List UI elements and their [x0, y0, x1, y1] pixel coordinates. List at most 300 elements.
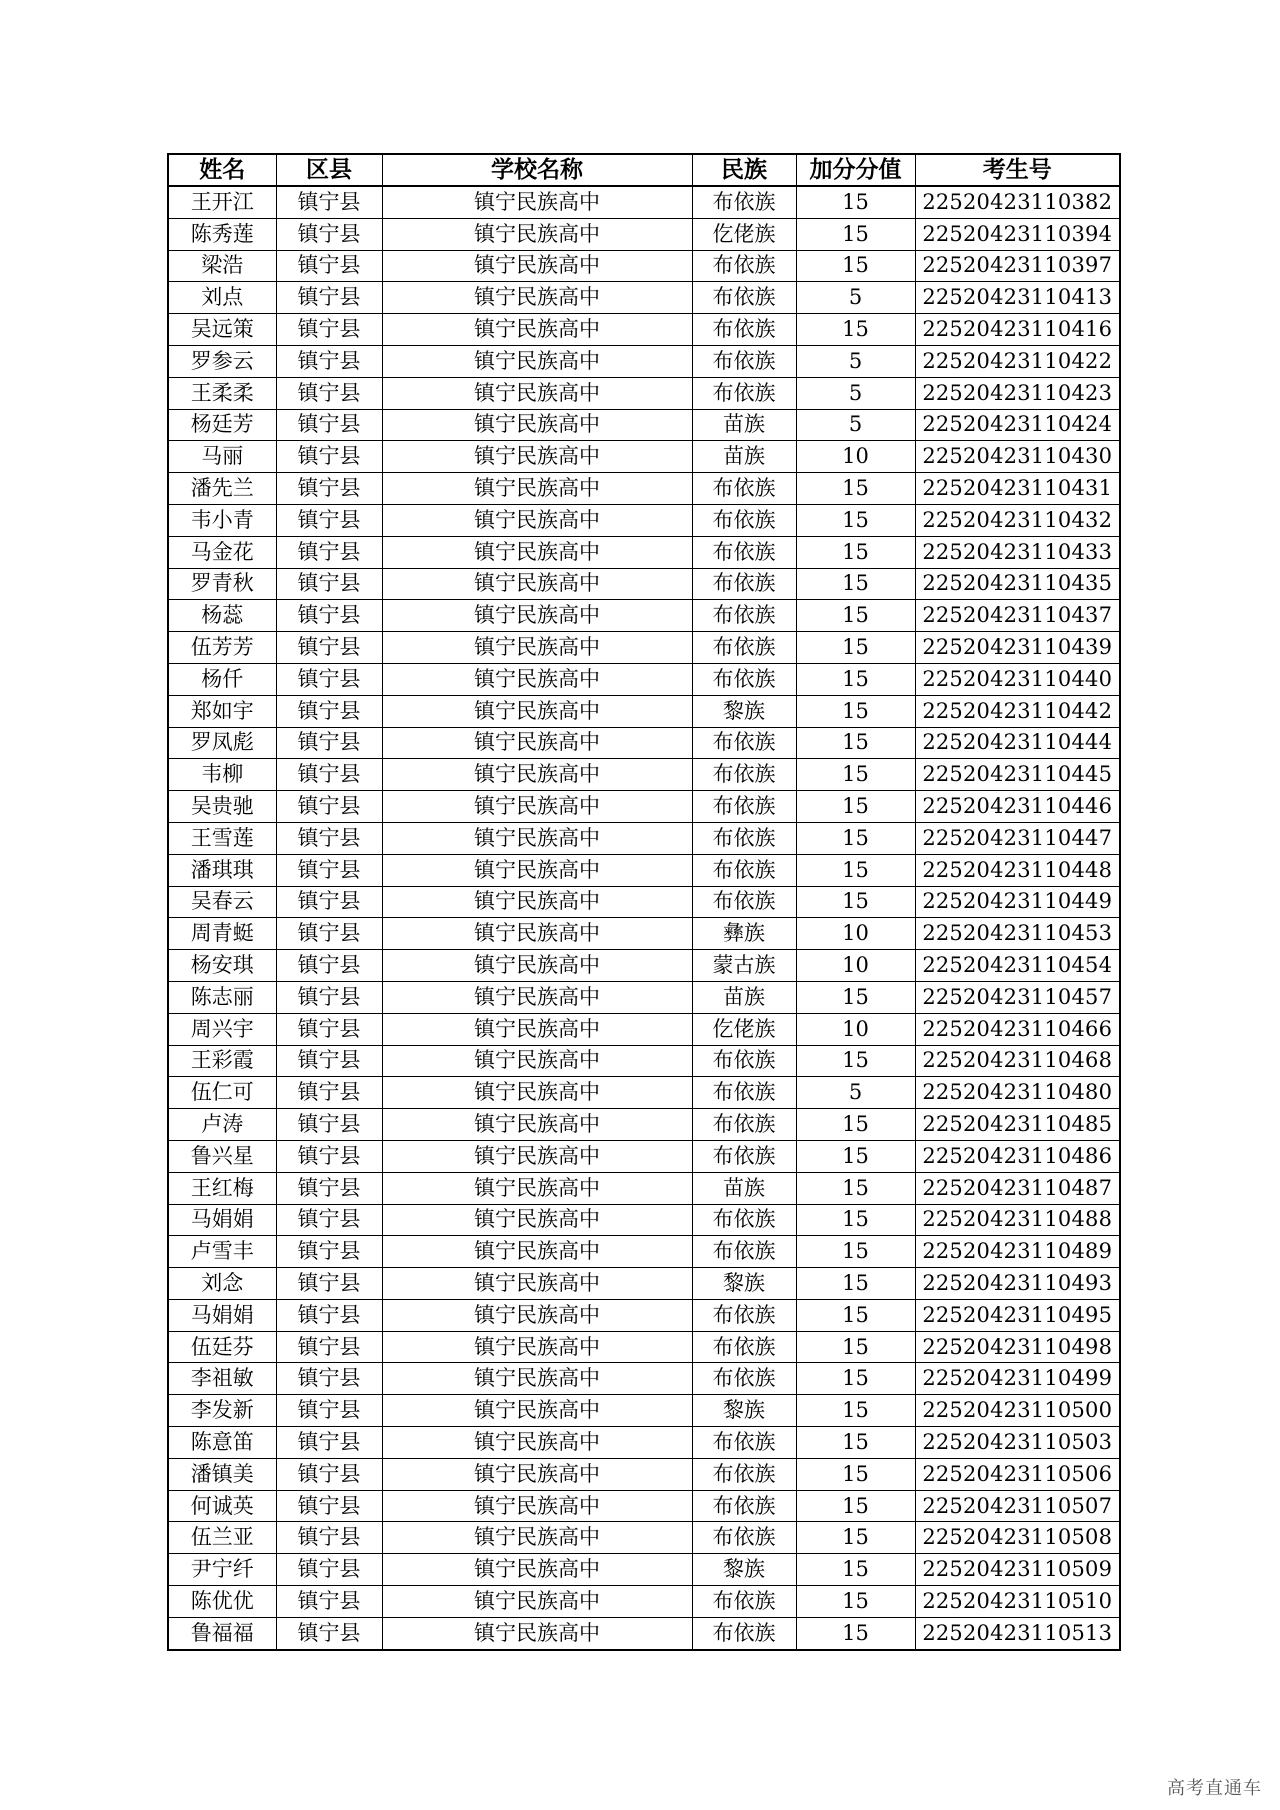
ethnicity-cell: 布依族 [692, 600, 796, 632]
ethnicity-cell: 布依族 [692, 1236, 796, 1268]
school-cell: 镇宁民族高中 [382, 504, 692, 536]
school-cell: 镇宁民族高中 [382, 1236, 692, 1268]
name-cell: 刘念 [168, 1268, 276, 1300]
id-cell: 22520423110506 [915, 1458, 1120, 1490]
name-cell: 马金花 [168, 536, 276, 568]
table-row [168, 695, 1120, 727]
score-cell: 15 [796, 568, 915, 600]
school-cell: 镇宁民族高中 [382, 441, 692, 473]
score-cell: 5 [796, 345, 915, 377]
name-cell: 罗凤彪 [168, 727, 276, 759]
id-cell: 22520423110454 [915, 950, 1120, 982]
county-cell: 镇宁县 [276, 854, 382, 886]
county-cell: 镇宁县 [276, 250, 382, 282]
id-cell: 22520423110500 [915, 1395, 1120, 1427]
id-cell: 22520423110495 [915, 1299, 1120, 1331]
county-cell: 镇宁县 [276, 218, 382, 250]
ethnicity-cell: 布依族 [692, 473, 796, 505]
name-cell: 梁浩 [168, 250, 276, 282]
id-cell: 22520423110508 [915, 1522, 1120, 1554]
score-cell: 10 [796, 918, 915, 950]
table-row [168, 1458, 1120, 1490]
name-cell: 韦小青 [168, 504, 276, 536]
table-row [168, 918, 1120, 950]
id-cell: 22520423110498 [915, 1331, 1120, 1363]
score-cell: 15 [796, 822, 915, 854]
score-cell: 15 [796, 1554, 915, 1586]
county-cell: 镇宁县 [276, 1268, 382, 1300]
ethnicity-cell: 布依族 [692, 282, 796, 314]
id-cell: 22520423110431 [915, 473, 1120, 505]
name-cell: 王开江 [168, 186, 276, 218]
ethnicity-cell: 布依族 [692, 759, 796, 791]
id-cell: 22520423110432 [915, 504, 1120, 536]
county-cell: 镇宁县 [276, 1458, 382, 1490]
school-cell: 镇宁民族高中 [382, 759, 692, 791]
id-cell: 22520423110489 [915, 1236, 1120, 1268]
school-cell: 镇宁民族高中 [382, 950, 692, 982]
table-row [168, 1077, 1120, 1109]
school-cell: 镇宁民族高中 [382, 314, 692, 346]
school-cell: 镇宁民族高中 [382, 600, 692, 632]
county-cell: 镇宁县 [276, 695, 382, 727]
ethnicity-cell: 布依族 [692, 1299, 796, 1331]
table-row [168, 727, 1120, 759]
name-cell: 杨廷芳 [168, 409, 276, 441]
name-cell: 王柔柔 [168, 377, 276, 409]
school-cell: 镇宁民族高中 [382, 918, 692, 950]
score-cell: 15 [796, 886, 915, 918]
name-cell: 吴春云 [168, 886, 276, 918]
score-cell: 15 [796, 250, 915, 282]
ethnicity-cell: 布依族 [692, 791, 796, 823]
score-cell: 15 [796, 1490, 915, 1522]
id-cell: 22520423110430 [915, 441, 1120, 473]
id-cell: 22520423110493 [915, 1268, 1120, 1300]
ethnicity-cell: 布依族 [692, 1522, 796, 1554]
county-cell: 镇宁县 [276, 791, 382, 823]
score-cell: 15 [796, 1299, 915, 1331]
id-cell: 22520423110510 [915, 1586, 1120, 1618]
school-cell: 镇宁民族高中 [382, 1490, 692, 1522]
table-row [168, 600, 1120, 632]
ethnicity-cell: 布依族 [692, 663, 796, 695]
score-cell: 15 [796, 1363, 915, 1395]
table-row [168, 1045, 1120, 1077]
county-cell: 镇宁县 [276, 600, 382, 632]
county-cell: 镇宁县 [276, 282, 382, 314]
ethnicity-cell: 仡佬族 [692, 1013, 796, 1045]
school-cell: 镇宁民族高中 [382, 250, 692, 282]
name-cell: 韦柳 [168, 759, 276, 791]
school-cell: 镇宁民族高中 [382, 822, 692, 854]
score-cell: 15 [796, 1236, 915, 1268]
school-cell: 镇宁民族高中 [382, 186, 692, 218]
score-cell: 15 [796, 218, 915, 250]
name-cell: 马娟娟 [168, 1204, 276, 1236]
school-cell: 镇宁民族高中 [382, 536, 692, 568]
school-cell: 镇宁民族高中 [382, 886, 692, 918]
table-row [168, 1299, 1120, 1331]
id-cell: 22520423110487 [915, 1172, 1120, 1204]
id-cell: 22520423110448 [915, 854, 1120, 886]
table-row [168, 1490, 1120, 1522]
name-cell: 王雪莲 [168, 822, 276, 854]
county-cell: 镇宁县 [276, 1427, 382, 1459]
id-cell: 22520423110397 [915, 250, 1120, 282]
ethnicity-cell: 黎族 [692, 1268, 796, 1300]
county-cell: 镇宁县 [276, 1363, 382, 1395]
name-cell: 马丽 [168, 441, 276, 473]
county-cell: 镇宁县 [276, 568, 382, 600]
county-cell: 镇宁县 [276, 1077, 382, 1109]
ethnicity-cell: 布依族 [692, 345, 796, 377]
score-cell: 15 [796, 504, 915, 536]
school-cell: 镇宁民族高中 [382, 1172, 692, 1204]
score-cell: 15 [796, 695, 915, 727]
score-cell: 5 [796, 1077, 915, 1109]
header-county: 区县 [276, 154, 382, 186]
county-cell: 镇宁县 [276, 1236, 382, 1268]
id-cell: 22520423110439 [915, 632, 1120, 664]
score-cell: 15 [796, 791, 915, 823]
bonus-points-table [167, 153, 1121, 1651]
school-cell: 镇宁民族高中 [382, 377, 692, 409]
table-row [168, 1554, 1120, 1586]
score-cell: 15 [796, 1458, 915, 1490]
table-row [168, 1427, 1120, 1459]
score-cell: 15 [796, 1395, 915, 1427]
id-cell: 22520423110486 [915, 1140, 1120, 1172]
id-cell: 22520423110507 [915, 1490, 1120, 1522]
school-cell: 镇宁民族高中 [382, 473, 692, 505]
name-cell: 伍廷芬 [168, 1331, 276, 1363]
table-row [168, 473, 1120, 505]
county-cell: 镇宁县 [276, 1490, 382, 1522]
ethnicity-cell: 布依族 [692, 1427, 796, 1459]
name-cell: 鲁福福 [168, 1617, 276, 1649]
school-cell: 镇宁民族高中 [382, 1140, 692, 1172]
table-row [168, 1013, 1120, 1045]
ethnicity-cell: 布依族 [692, 250, 796, 282]
id-cell: 22520423110480 [915, 1077, 1120, 1109]
table-row [168, 1204, 1120, 1236]
header-row [168, 154, 1120, 186]
score-cell: 15 [796, 1617, 915, 1649]
score-cell: 15 [796, 536, 915, 568]
county-cell: 镇宁县 [276, 1140, 382, 1172]
header-ethnicity: 民族 [692, 154, 796, 186]
ethnicity-cell: 布依族 [692, 186, 796, 218]
county-cell: 镇宁县 [276, 441, 382, 473]
table-row [168, 981, 1120, 1013]
id-cell: 22520423110442 [915, 695, 1120, 727]
table-row [168, 632, 1120, 664]
school-cell: 镇宁民族高中 [382, 632, 692, 664]
name-cell: 杨仟 [168, 663, 276, 695]
ethnicity-cell: 黎族 [692, 695, 796, 727]
id-cell: 22520423110444 [915, 727, 1120, 759]
name-cell: 王红梅 [168, 1172, 276, 1204]
score-cell: 10 [796, 1013, 915, 1045]
name-cell: 李发新 [168, 1395, 276, 1427]
id-cell: 22520423110433 [915, 536, 1120, 568]
table-row [168, 1140, 1120, 1172]
school-cell: 镇宁民族高中 [382, 282, 692, 314]
table-row [168, 1268, 1120, 1300]
ethnicity-cell: 彝族 [692, 918, 796, 950]
id-cell: 22520423110513 [915, 1617, 1120, 1649]
score-cell: 15 [796, 1268, 915, 1300]
name-cell: 周青蜓 [168, 918, 276, 950]
name-cell: 陈志丽 [168, 981, 276, 1013]
school-cell: 镇宁民族高中 [382, 1522, 692, 1554]
table-row [168, 886, 1120, 918]
ethnicity-cell: 布依族 [692, 854, 796, 886]
county-cell: 镇宁县 [276, 1522, 382, 1554]
ethnicity-cell: 布依族 [692, 1045, 796, 1077]
ethnicity-cell: 布依族 [692, 727, 796, 759]
county-cell: 镇宁县 [276, 1013, 382, 1045]
table-header [168, 154, 1120, 186]
name-cell: 鲁兴星 [168, 1140, 276, 1172]
name-cell: 潘琪琪 [168, 854, 276, 886]
ethnicity-cell: 布依族 [692, 504, 796, 536]
school-cell: 镇宁民族高中 [382, 345, 692, 377]
county-cell: 镇宁县 [276, 504, 382, 536]
county-cell: 镇宁县 [276, 822, 382, 854]
school-cell: 镇宁民族高中 [382, 1458, 692, 1490]
name-cell: 周兴宇 [168, 1013, 276, 1045]
school-cell: 镇宁民族高中 [382, 1299, 692, 1331]
ethnicity-cell: 布依族 [692, 1204, 796, 1236]
score-cell: 10 [796, 441, 915, 473]
county-cell: 镇宁县 [276, 536, 382, 568]
school-cell: 镇宁民族高中 [382, 727, 692, 759]
county-cell: 镇宁县 [276, 950, 382, 982]
table-row [168, 250, 1120, 282]
score-cell: 5 [796, 377, 915, 409]
table-row [168, 377, 1120, 409]
table-row [168, 504, 1120, 536]
table-row [168, 1617, 1120, 1649]
name-cell: 杨安琪 [168, 950, 276, 982]
table-row [168, 1586, 1120, 1618]
score-cell: 15 [796, 1140, 915, 1172]
ethnicity-cell: 布依族 [692, 1586, 796, 1618]
name-cell: 罗参云 [168, 345, 276, 377]
score-cell: 15 [796, 727, 915, 759]
name-cell: 杨蕊 [168, 600, 276, 632]
name-cell: 伍仁可 [168, 1077, 276, 1109]
ethnicity-cell: 蒙古族 [692, 950, 796, 982]
score-cell: 15 [796, 314, 915, 346]
ethnicity-cell: 布依族 [692, 1617, 796, 1649]
ethnicity-cell: 布依族 [692, 1331, 796, 1363]
table-row [168, 568, 1120, 600]
id-cell: 22520423110445 [915, 759, 1120, 791]
county-cell: 镇宁县 [276, 473, 382, 505]
table-row [168, 759, 1120, 791]
ethnicity-cell: 布依族 [692, 1140, 796, 1172]
ethnicity-cell: 黎族 [692, 1554, 796, 1586]
school-cell: 镇宁民族高中 [382, 1554, 692, 1586]
county-cell: 镇宁县 [276, 186, 382, 218]
name-cell: 陈秀莲 [168, 218, 276, 250]
score-cell: 15 [796, 1204, 915, 1236]
score-cell: 15 [796, 1427, 915, 1459]
school-cell: 镇宁民族高中 [382, 1395, 692, 1427]
county-cell: 镇宁县 [276, 345, 382, 377]
ethnicity-cell: 布依族 [692, 886, 796, 918]
county-cell: 镇宁县 [276, 727, 382, 759]
table-row [168, 1522, 1120, 1554]
school-cell: 镇宁民族高中 [382, 1363, 692, 1395]
id-cell: 22520423110440 [915, 663, 1120, 695]
ethnicity-cell: 布依族 [692, 1077, 796, 1109]
id-cell: 22520423110453 [915, 918, 1120, 950]
county-cell: 镇宁县 [276, 1554, 382, 1586]
table-row [168, 1172, 1120, 1204]
county-cell: 镇宁县 [276, 377, 382, 409]
school-cell: 镇宁民族高中 [382, 1109, 692, 1141]
id-cell: 22520423110457 [915, 981, 1120, 1013]
school-cell: 镇宁民族高中 [382, 1617, 692, 1649]
name-cell: 李祖敏 [168, 1363, 276, 1395]
ethnicity-cell: 布依族 [692, 536, 796, 568]
school-cell: 镇宁民族高中 [382, 854, 692, 886]
name-cell: 吴贵驰 [168, 791, 276, 823]
school-cell: 镇宁民族高中 [382, 1586, 692, 1618]
table-row [168, 663, 1120, 695]
header-school: 学校名称 [382, 154, 692, 186]
school-cell: 镇宁民族高中 [382, 218, 692, 250]
id-cell: 22520423110468 [915, 1045, 1120, 1077]
table-row [168, 345, 1120, 377]
id-cell: 22520423110394 [915, 218, 1120, 250]
school-cell: 镇宁民族高中 [382, 409, 692, 441]
county-cell: 镇宁县 [276, 1395, 382, 1427]
score-cell: 15 [796, 1331, 915, 1363]
name-cell: 伍芳芳 [168, 632, 276, 664]
table-row [168, 282, 1120, 314]
score-cell: 15 [796, 1172, 915, 1204]
ethnicity-cell: 仡佬族 [692, 218, 796, 250]
ethnicity-cell: 布依族 [692, 314, 796, 346]
score-cell: 5 [796, 409, 915, 441]
name-cell: 潘先兰 [168, 473, 276, 505]
id-cell: 22520423110435 [915, 568, 1120, 600]
ethnicity-cell: 布依族 [692, 568, 796, 600]
county-cell: 镇宁县 [276, 1109, 382, 1141]
score-cell: 15 [796, 759, 915, 791]
table-row [168, 1395, 1120, 1427]
score-cell: 15 [796, 473, 915, 505]
county-cell: 镇宁县 [276, 1172, 382, 1204]
school-cell: 镇宁民族高中 [382, 1045, 692, 1077]
county-cell: 镇宁县 [276, 918, 382, 950]
school-cell: 镇宁民族高中 [382, 695, 692, 727]
name-cell: 陈意笛 [168, 1427, 276, 1459]
name-cell: 伍兰亚 [168, 1522, 276, 1554]
id-cell: 22520423110499 [915, 1363, 1120, 1395]
county-cell: 镇宁县 [276, 1045, 382, 1077]
name-cell: 罗青秋 [168, 568, 276, 600]
ethnicity-cell: 黎族 [692, 1395, 796, 1427]
score-cell: 5 [796, 282, 915, 314]
score-cell: 15 [796, 186, 915, 218]
name-cell: 潘镇美 [168, 1458, 276, 1490]
score-cell: 15 [796, 981, 915, 1013]
name-cell: 王彩霞 [168, 1045, 276, 1077]
id-cell: 22520423110416 [915, 314, 1120, 346]
table-row [168, 950, 1120, 982]
id-cell: 22520423110485 [915, 1109, 1120, 1141]
header-name: 姓名 [168, 154, 276, 186]
watermark-text: 高考直通车 [1167, 1778, 1262, 1799]
table-row [168, 441, 1120, 473]
score-cell: 15 [796, 632, 915, 664]
name-cell: 吴远策 [168, 314, 276, 346]
ethnicity-cell: 布依族 [692, 1490, 796, 1522]
id-cell: 22520423110488 [915, 1204, 1120, 1236]
table-row [168, 218, 1120, 250]
ethnicity-cell: 苗族 [692, 1172, 796, 1204]
table-row [168, 791, 1120, 823]
school-cell: 镇宁民族高中 [382, 1331, 692, 1363]
table-row [168, 1363, 1120, 1395]
header-exam-id: 考生号 [915, 154, 1120, 186]
county-cell: 镇宁县 [276, 981, 382, 1013]
name-cell: 何诚英 [168, 1490, 276, 1522]
table-row [168, 186, 1120, 218]
score-cell: 15 [796, 1045, 915, 1077]
ethnicity-cell: 布依族 [692, 1109, 796, 1141]
name-cell: 郑如宇 [168, 695, 276, 727]
score-cell: 15 [796, 1109, 915, 1141]
id-cell: 22520423110447 [915, 822, 1120, 854]
ethnicity-cell: 苗族 [692, 441, 796, 473]
id-cell: 22520423110423 [915, 377, 1120, 409]
table-row [168, 536, 1120, 568]
ethnicity-cell: 布依族 [692, 377, 796, 409]
county-cell: 镇宁县 [276, 1586, 382, 1618]
id-cell: 22520423110424 [915, 409, 1120, 441]
table-row [168, 409, 1120, 441]
county-cell: 镇宁县 [276, 1299, 382, 1331]
header-bonus-points: 加分分值 [796, 154, 915, 186]
county-cell: 镇宁县 [276, 1204, 382, 1236]
county-cell: 镇宁县 [276, 409, 382, 441]
county-cell: 镇宁县 [276, 1617, 382, 1649]
table-row [168, 314, 1120, 346]
id-cell: 22520423110503 [915, 1427, 1120, 1459]
school-cell: 镇宁民族高中 [382, 981, 692, 1013]
table-row [168, 1236, 1120, 1268]
name-cell: 陈优优 [168, 1586, 276, 1618]
table-row [168, 1331, 1120, 1363]
id-cell: 22520423110437 [915, 600, 1120, 632]
school-cell: 镇宁民族高中 [382, 1013, 692, 1045]
name-cell: 尹宁纤 [168, 1554, 276, 1586]
ethnicity-cell: 布依族 [692, 1458, 796, 1490]
table-body [168, 186, 1120, 1650]
table-row [168, 1109, 1120, 1141]
school-cell: 镇宁民族高中 [382, 1268, 692, 1300]
school-cell: 镇宁民族高中 [382, 791, 692, 823]
id-cell: 22520423110466 [915, 1013, 1120, 1045]
score-cell: 15 [796, 1522, 915, 1554]
